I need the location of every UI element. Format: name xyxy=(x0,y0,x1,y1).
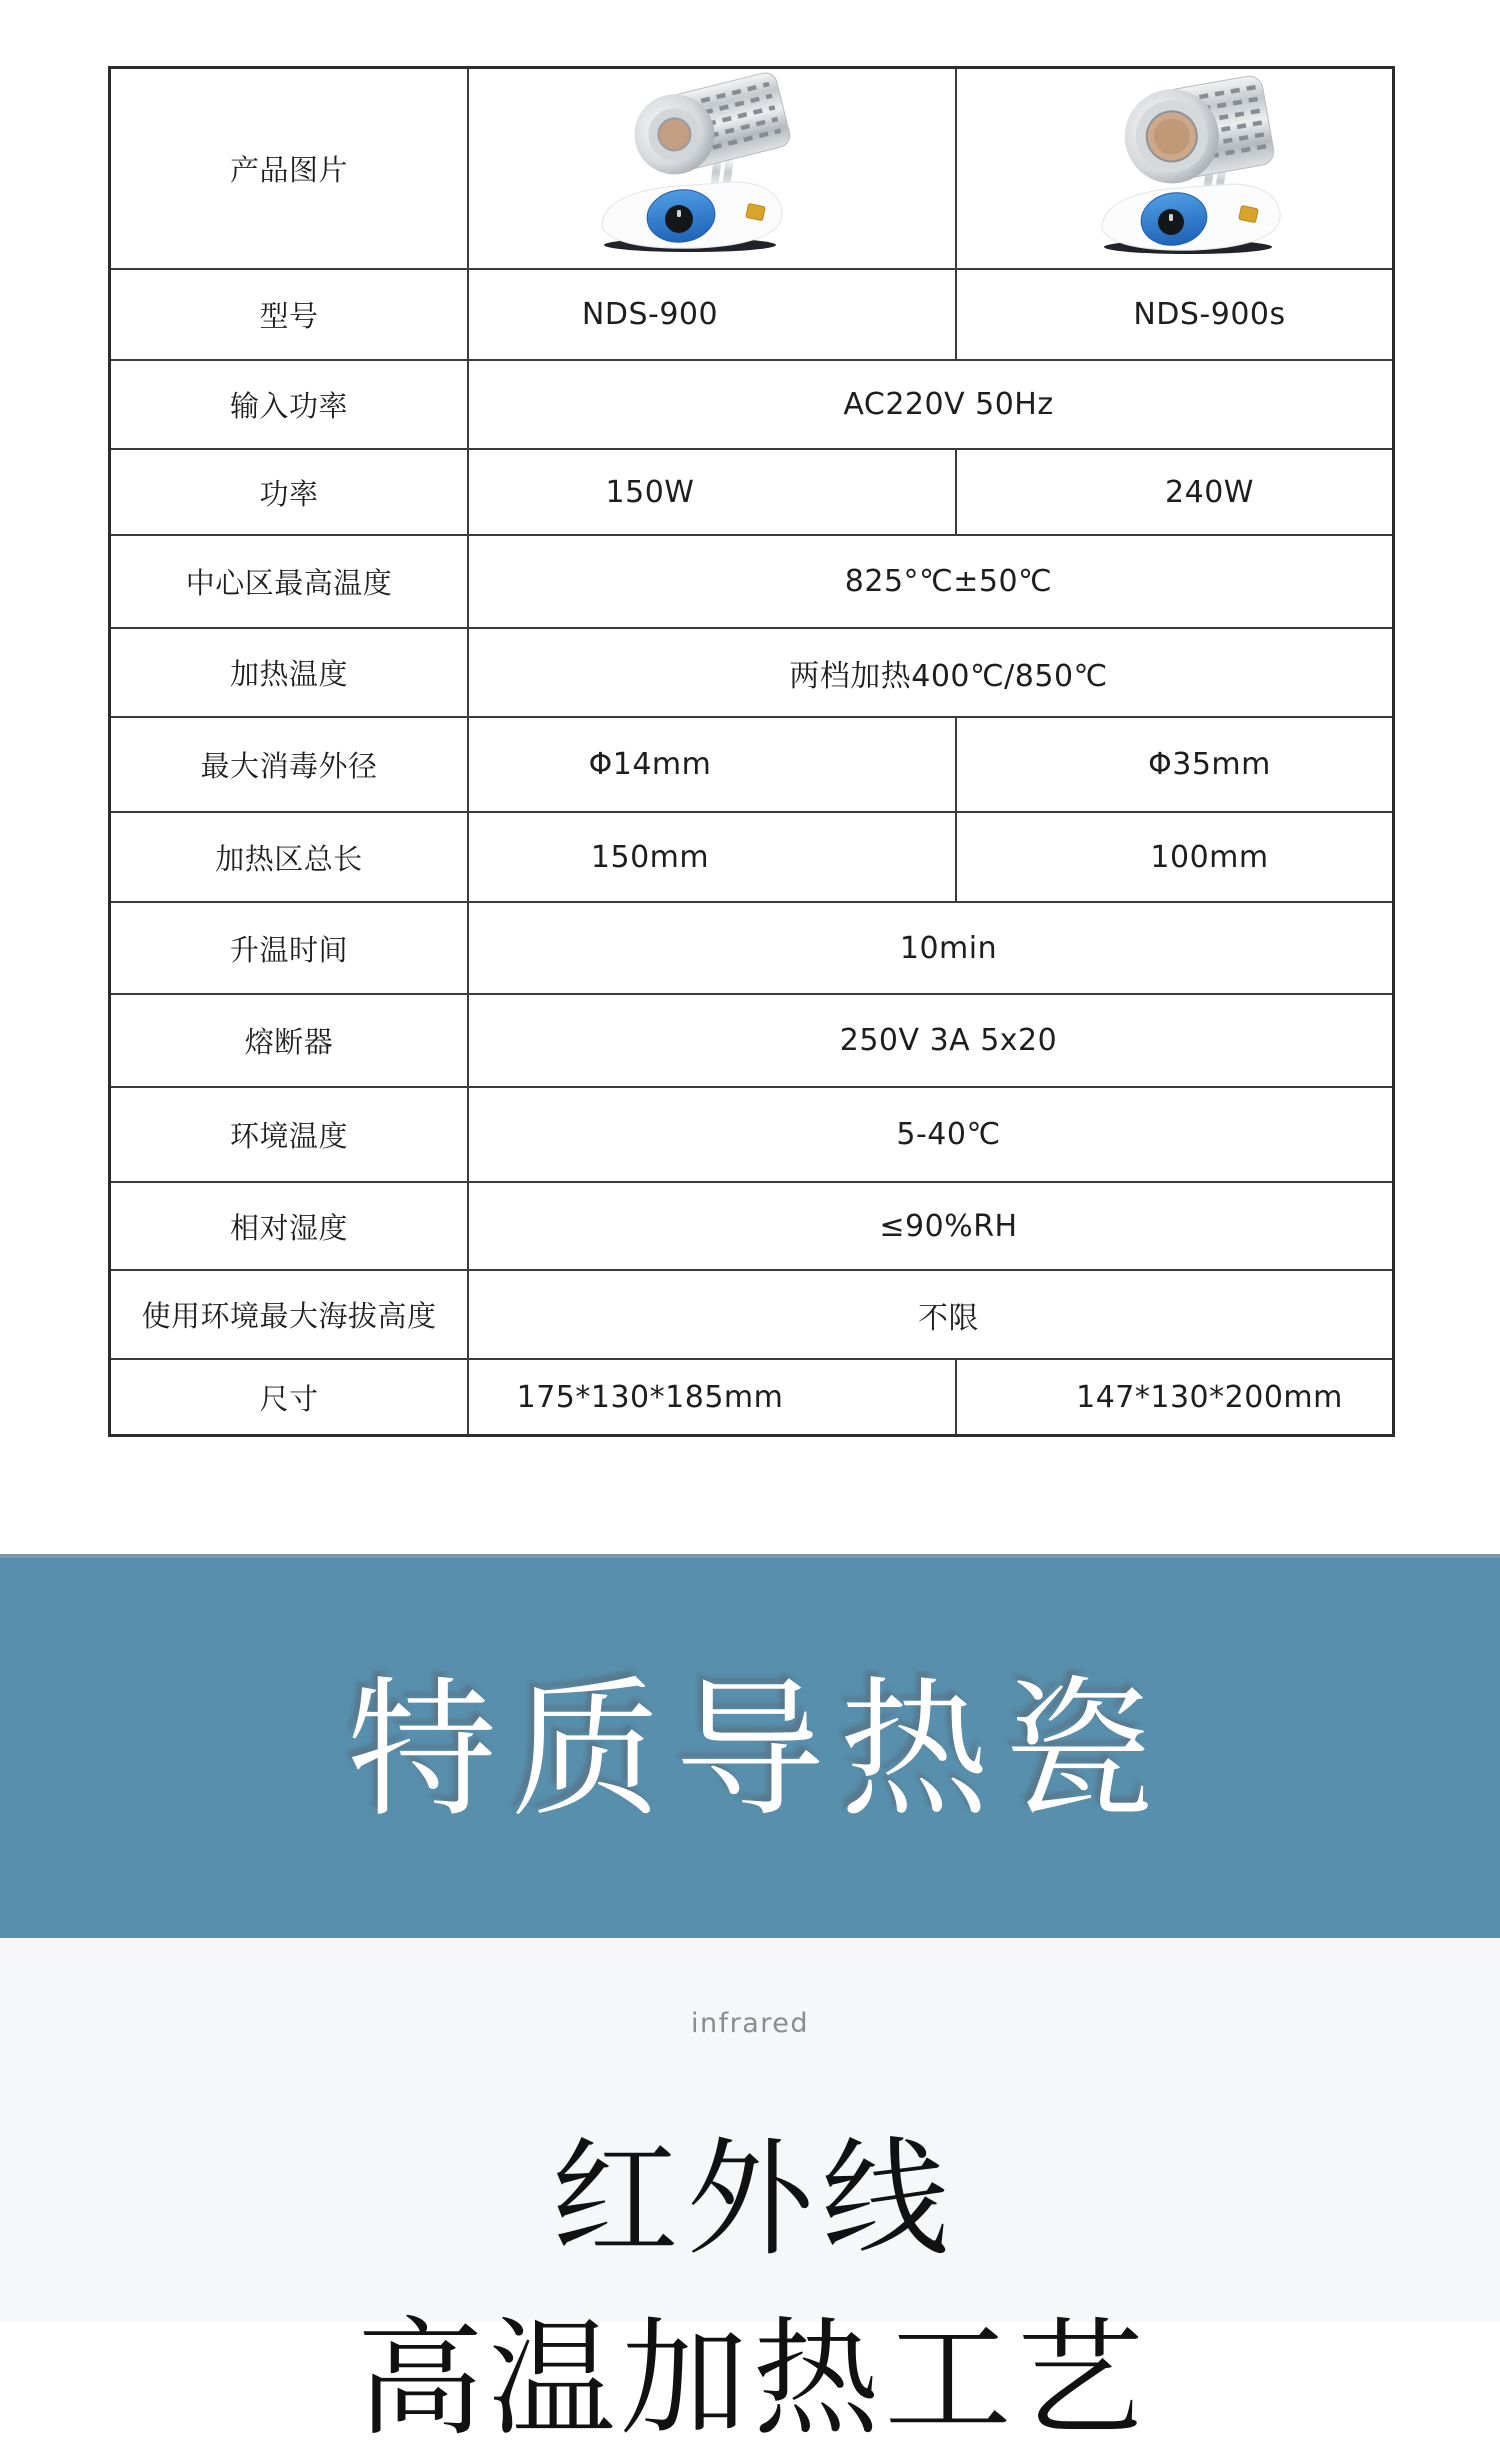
row-label: 产品图片 xyxy=(229,153,348,187)
row-label-cell xyxy=(111,629,469,716)
value-cell xyxy=(957,270,1392,359)
row-label-cell xyxy=(111,813,469,901)
value-cell-merged xyxy=(469,903,1392,993)
row-label-cell xyxy=(111,69,469,268)
table-row-dimensions xyxy=(111,1358,1392,1434)
value-cell-merged xyxy=(469,1271,1392,1358)
nds-900s-infrared-sterilizer-photo xyxy=(1070,79,1320,259)
nds-900-infrared-sterilizer-photo xyxy=(570,79,820,259)
row-label: 升温时间 xyxy=(229,932,348,967)
table-row-model xyxy=(111,268,1392,359)
table-row-altitude xyxy=(111,1269,1392,1358)
value: 150mm xyxy=(590,839,710,875)
table-row-heating-temp xyxy=(111,627,1392,716)
product-photo-cell-nds900 xyxy=(469,69,957,268)
row-label: 加热温度 xyxy=(229,657,348,691)
value: 100mm xyxy=(1150,839,1269,875)
value-cell xyxy=(957,718,1392,811)
row-label: 使用环境最大海拔高度 xyxy=(141,1299,437,1333)
row-label: 功率 xyxy=(259,476,319,511)
row-label-cell xyxy=(111,1088,469,1181)
table-row-heating-zone xyxy=(111,811,1392,901)
row-label: 环境温度 xyxy=(229,1119,348,1153)
banner-title: 特质导热瓷 xyxy=(346,1664,1167,1838)
value: AC220V 50Hz xyxy=(843,387,1054,422)
table-row-warmup-time xyxy=(111,901,1392,993)
value-cell xyxy=(469,1360,957,1434)
value: 175*130*185mm xyxy=(516,1379,784,1415)
table-row-humidity xyxy=(111,1181,1392,1269)
value: Φ35mm xyxy=(1148,747,1271,782)
row-label-cell xyxy=(111,995,469,1086)
value-cell-merged xyxy=(469,1183,1392,1269)
row-label: 最大消毒外径 xyxy=(200,749,378,783)
row-label: 加热区总长 xyxy=(215,841,363,876)
value: 不限 xyxy=(918,1300,979,1336)
row-label: 尺寸 xyxy=(259,1381,319,1416)
value: 10min xyxy=(899,930,998,966)
value: 两档加热400℃/850℃ xyxy=(789,658,1108,694)
row-label: 相对湿度 xyxy=(229,1210,348,1245)
row-label-cell xyxy=(111,903,469,993)
row-label-cell xyxy=(111,361,469,448)
value: ≤90%RH xyxy=(879,1208,1018,1244)
table-row-max-temp xyxy=(111,534,1392,627)
table-row-power xyxy=(111,448,1392,534)
table-row-ambient-temp xyxy=(111,1086,1392,1181)
section-title: 红外线 xyxy=(551,2125,957,2273)
value-cell xyxy=(957,1360,1392,1434)
value-cell xyxy=(957,450,1392,534)
value-cell xyxy=(469,270,957,359)
table-row-product-image xyxy=(111,69,1392,268)
row-label: 熔断器 xyxy=(244,1025,334,1059)
infrared-section xyxy=(0,1938,1500,2453)
value: 825°℃±50℃ xyxy=(844,564,1053,599)
row-label-cell xyxy=(111,536,469,627)
row-label: 中心区最高温度 xyxy=(185,566,393,600)
value: 5-40℃ xyxy=(896,1117,1001,1152)
value: 147*130*200mm xyxy=(1076,1379,1343,1415)
value-cell xyxy=(957,813,1392,901)
value-cell xyxy=(469,813,957,901)
product-photo-cell-nds900s xyxy=(957,69,1392,268)
row-label: 型号 xyxy=(259,299,319,333)
value: Φ14mm xyxy=(588,747,712,782)
row-label-cell xyxy=(111,1183,469,1269)
row-label-cell xyxy=(111,270,469,359)
table-row-fuse xyxy=(111,993,1392,1086)
value-cell-merged xyxy=(469,995,1392,1086)
value: 150W xyxy=(605,474,695,510)
spec-table xyxy=(108,66,1395,1437)
value-cell-merged xyxy=(469,1088,1392,1181)
row-label-cell xyxy=(111,1271,469,1358)
feature-banner xyxy=(0,1554,1500,1938)
value: 240W xyxy=(1165,474,1254,510)
table-row-input-power xyxy=(111,359,1392,448)
value-cell-merged xyxy=(469,629,1392,716)
row-label: 输入功率 xyxy=(229,389,348,423)
value-cell-merged xyxy=(469,536,1392,627)
model-nds900: NDS-900 xyxy=(581,297,719,332)
value-cell-merged xyxy=(469,361,1392,448)
row-label-cell xyxy=(111,450,469,534)
row-label-cell xyxy=(111,718,469,811)
row-label-cell xyxy=(111,1360,469,1434)
value: 250V 3A 5x20 xyxy=(839,1023,1058,1058)
section-eyebrow: infrared xyxy=(690,2008,810,2039)
value-cell xyxy=(469,718,957,811)
section-subtitle: 高温加热工艺 xyxy=(356,2305,1149,2453)
model-nds900s: NDS-900s xyxy=(1133,297,1286,332)
value-cell xyxy=(469,450,957,534)
table-row-max-diameter xyxy=(111,716,1392,811)
